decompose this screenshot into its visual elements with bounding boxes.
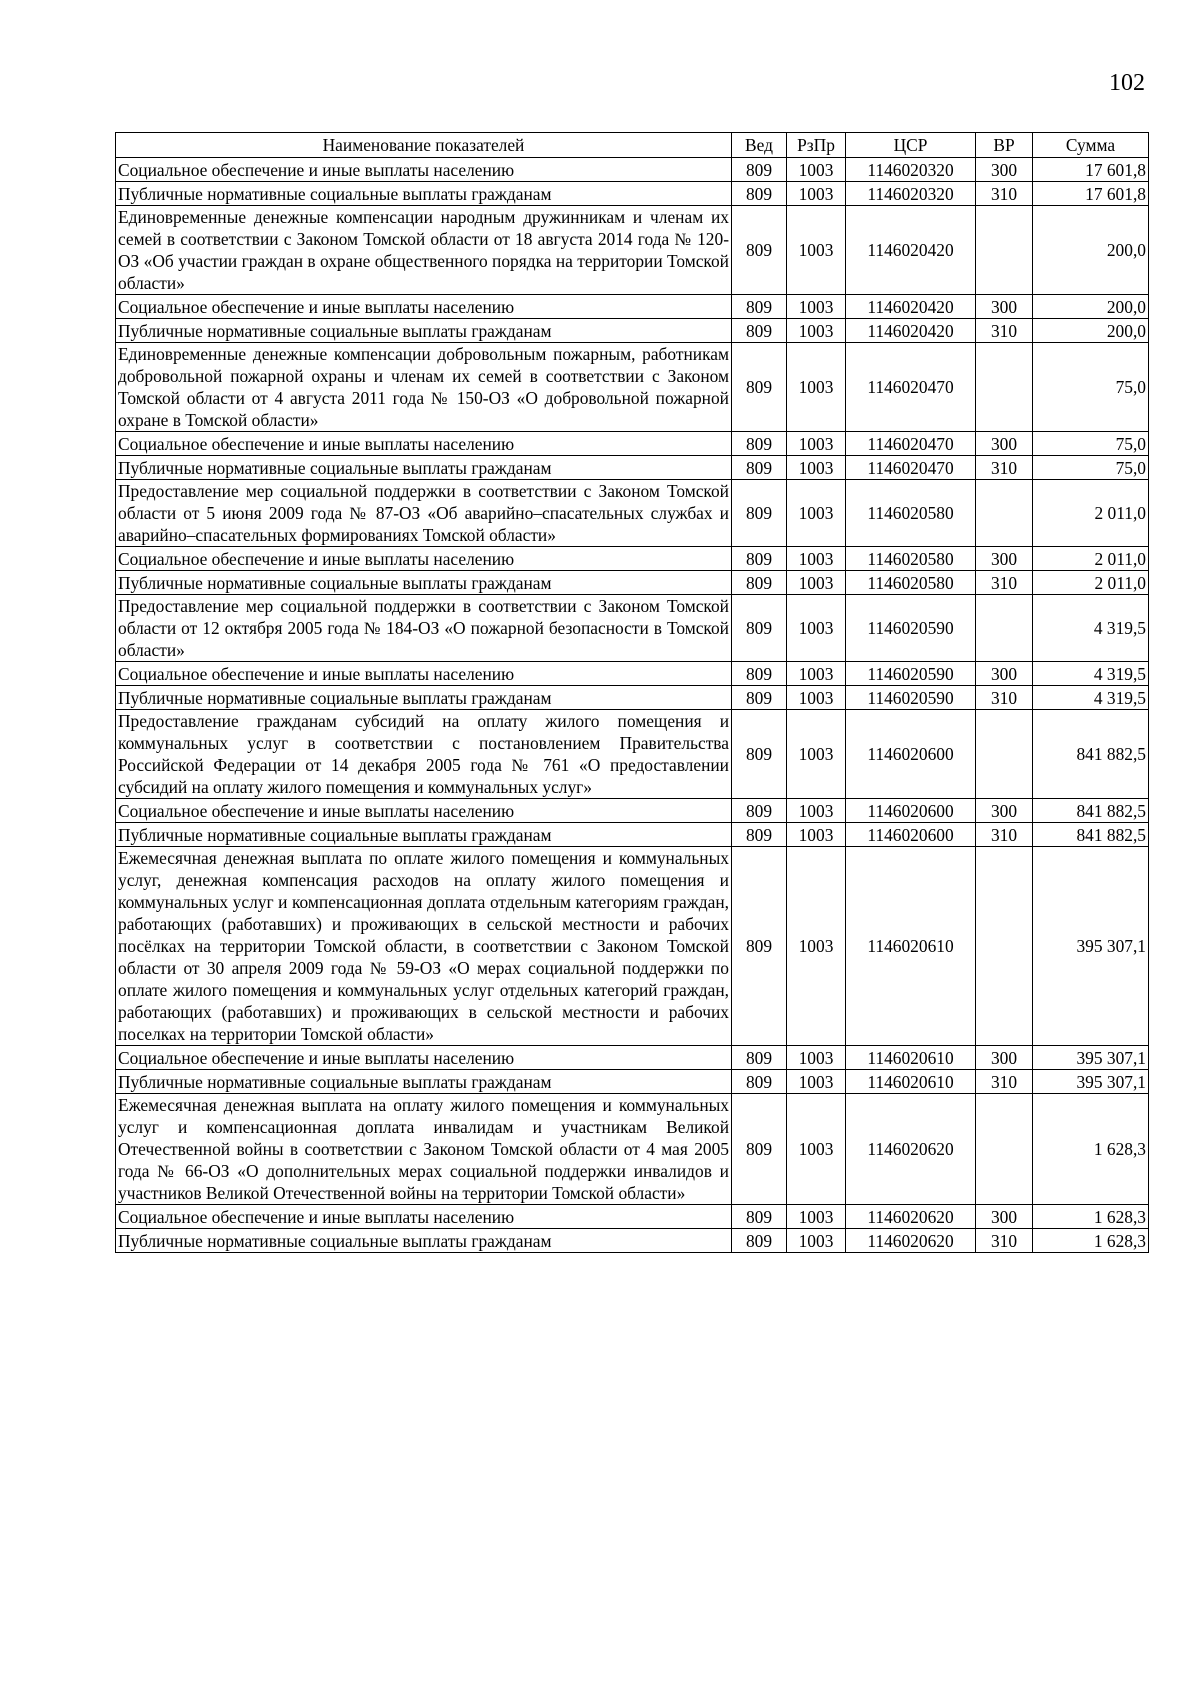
cell-vr: 300 — [976, 547, 1033, 571]
cell-sum: 75,0 — [1033, 343, 1149, 432]
cell-name: Ежемесячная денежная выплата на оплату жилого помещения и коммунальных услуг и компенсационная доплата инвалидам и участникам Великой Отечественной войны в соответствии с Законом Томской области от 4 мая 2005 года № 66-ОЗ «О дополнительных мерах социальной поддержки инвалидов и участников Великой Отечественной войны на территории Томской области» — [116, 1094, 732, 1205]
cell-name: Публичные нормативные социальные выплаты гражданам — [116, 1229, 732, 1253]
table-row — [116, 1046, 1149, 1070]
table-row — [116, 295, 1149, 319]
cell-vr — [976, 595, 1033, 662]
header-sum: Сумма — [1033, 133, 1149, 158]
table-row — [116, 158, 1149, 182]
cell-vr — [976, 1094, 1033, 1205]
table-row — [116, 799, 1149, 823]
cell-sum: 2 011,0 — [1033, 480, 1149, 547]
cell-vr — [976, 847, 1033, 1046]
cell-rzpr: 1003 — [787, 547, 846, 571]
cell-csr: 1146020620 — [846, 1205, 976, 1229]
cell-csr: 1146020610 — [846, 1046, 976, 1070]
cell-csr: 1146020620 — [846, 1229, 976, 1253]
cell-vr: 310 — [976, 456, 1033, 480]
table-row — [116, 432, 1149, 456]
cell-csr: 1146020610 — [846, 847, 976, 1046]
cell-ved: 809 — [732, 571, 787, 595]
cell-name: Социальное обеспечение и иные выплаты населению — [116, 158, 732, 182]
cell-rzpr: 1003 — [787, 1229, 846, 1253]
cell-name: Публичные нормативные социальные выплаты гражданам — [116, 1070, 732, 1094]
header-vr: ВР — [976, 133, 1033, 158]
table-row — [116, 710, 1149, 799]
table-row — [116, 1094, 1149, 1205]
cell-sum: 200,0 — [1033, 295, 1149, 319]
table-row — [116, 547, 1149, 571]
cell-csr: 1146020600 — [846, 823, 976, 847]
cell-sum: 1 628,3 — [1033, 1094, 1149, 1205]
cell-csr: 1146020580 — [846, 571, 976, 595]
cell-vr: 300 — [976, 662, 1033, 686]
header-csr: ЦСР — [846, 133, 976, 158]
cell-vr: 310 — [976, 571, 1033, 595]
cell-sum: 395 307,1 — [1033, 1070, 1149, 1094]
cell-name: Публичные нормативные социальные выплаты гражданам — [116, 319, 732, 343]
cell-sum: 841 882,5 — [1033, 710, 1149, 799]
cell-vr — [976, 480, 1033, 547]
cell-rzpr: 1003 — [787, 1205, 846, 1229]
cell-name: Предоставление мер социальной поддержки в соответствии с Законом Томской области от 5 июня 2009 года № 87-ОЗ «Об аварийно–спасательных службах и аварийно–спасательных формированиях Томской области» — [116, 480, 732, 547]
cell-csr: 1146020600 — [846, 710, 976, 799]
cell-name: Публичные нормативные социальные выплаты гражданам — [116, 823, 732, 847]
cell-vr: 300 — [976, 158, 1033, 182]
cell-csr: 1146020580 — [846, 547, 976, 571]
cell-rzpr: 1003 — [787, 595, 846, 662]
cell-vr: 310 — [976, 319, 1033, 343]
cell-name: Социальное обеспечение и иные выплаты населению — [116, 799, 732, 823]
cell-ved: 809 — [732, 295, 787, 319]
cell-rzpr: 1003 — [787, 686, 846, 710]
cell-rzpr: 1003 — [787, 480, 846, 547]
cell-ved: 809 — [732, 1046, 787, 1070]
cell-ved: 809 — [732, 432, 787, 456]
cell-ved: 809 — [732, 158, 787, 182]
cell-sum: 1 628,3 — [1033, 1229, 1149, 1253]
budget-table — [115, 132, 1149, 1253]
cell-name: Публичные нормативные социальные выплаты гражданам — [116, 686, 732, 710]
cell-vr — [976, 206, 1033, 295]
cell-ved: 809 — [732, 1205, 787, 1229]
cell-ved: 809 — [732, 343, 787, 432]
table-row — [116, 1205, 1149, 1229]
cell-csr: 1146020470 — [846, 432, 976, 456]
cell-rzpr: 1003 — [787, 319, 846, 343]
cell-sum: 2 011,0 — [1033, 571, 1149, 595]
cell-name: Предоставление мер социальной поддержки в соответствии с Законом Томской области от 12 октября 2005 года № 184-ОЗ «О пожарной безопасности в Томской области» — [116, 595, 732, 662]
cell-ved: 809 — [732, 710, 787, 799]
cell-csr: 1146020580 — [846, 480, 976, 547]
cell-ved: 809 — [732, 686, 787, 710]
table-row — [116, 571, 1149, 595]
cell-sum: 395 307,1 — [1033, 847, 1149, 1046]
cell-rzpr: 1003 — [787, 456, 846, 480]
cell-sum: 200,0 — [1033, 319, 1149, 343]
cell-vr: 310 — [976, 182, 1033, 206]
cell-rzpr: 1003 — [787, 571, 846, 595]
cell-csr: 1146020470 — [846, 456, 976, 480]
cell-name: Социальное обеспечение и иные выплаты населению — [116, 662, 732, 686]
cell-rzpr: 1003 — [787, 662, 846, 686]
header-name: Наименование показателей — [116, 133, 732, 158]
cell-ved: 809 — [732, 206, 787, 295]
cell-ved: 809 — [732, 1094, 787, 1205]
cell-name: Единовременные денежные компенсации добровольным пожарным, работникам добровольной пожарной охраны и членам их семей в соответствии с Законом Томской области от 4 августа 2011 года № 150-ОЗ «О добровольной пожарной охране в Томской области» — [116, 343, 732, 432]
cell-vr — [976, 710, 1033, 799]
cell-sum: 395 307,1 — [1033, 1046, 1149, 1070]
cell-sum: 4 319,5 — [1033, 662, 1149, 686]
cell-ved: 809 — [732, 182, 787, 206]
table-row — [116, 662, 1149, 686]
cell-sum: 200,0 — [1033, 206, 1149, 295]
cell-ved: 809 — [732, 662, 787, 686]
cell-sum: 1 628,3 — [1033, 1205, 1149, 1229]
table-row — [116, 182, 1149, 206]
cell-ved: 809 — [732, 480, 787, 547]
cell-name: Социальное обеспечение и иные выплаты населению — [116, 295, 732, 319]
header-ved: Вед — [732, 133, 787, 158]
cell-sum: 75,0 — [1033, 456, 1149, 480]
table-row — [116, 456, 1149, 480]
cell-vr: 310 — [976, 1070, 1033, 1094]
cell-sum: 841 882,5 — [1033, 799, 1149, 823]
cell-rzpr: 1003 — [787, 1070, 846, 1094]
table-row — [116, 1070, 1149, 1094]
cell-vr: 310 — [976, 1229, 1033, 1253]
table-row — [116, 1229, 1149, 1253]
cell-vr: 310 — [976, 823, 1033, 847]
cell-csr: 1146020320 — [846, 158, 976, 182]
cell-csr: 1146020420 — [846, 319, 976, 343]
cell-csr: 1146020590 — [846, 595, 976, 662]
cell-csr: 1146020610 — [846, 1070, 976, 1094]
cell-ved: 809 — [732, 319, 787, 343]
cell-csr: 1146020420 — [846, 295, 976, 319]
cell-name: Ежемесячная денежная выплата по оплате жилого помещения и коммунальных услуг, денежная компенсация расходов на оплату жилого помещения и коммунальных услуг и компенсационная доплата отдельным категориям граждан, работающих (работавших) и проживающих в сельской местности и рабочих посёлках на территории Томской области, в соответствии с Законом Томской области от 30 апреля 2009 года № 59-ОЗ «О мерах социальной поддержки по оплате жилого помещения и коммунальных услуг отдельных категорий граждан, работающих (работавших) и проживающих в сельской местности и рабочих поселках на территории Томской области» — [116, 847, 732, 1046]
table-row — [116, 480, 1149, 547]
cell-sum: 841 882,5 — [1033, 823, 1149, 847]
cell-ved: 809 — [732, 847, 787, 1046]
cell-ved: 809 — [732, 799, 787, 823]
cell-ved: 809 — [732, 595, 787, 662]
cell-name: Публичные нормативные социальные выплаты гражданам — [116, 182, 732, 206]
table-row — [116, 343, 1149, 432]
cell-vr: 300 — [976, 432, 1033, 456]
cell-ved: 809 — [732, 1070, 787, 1094]
cell-vr: 300 — [976, 1205, 1033, 1229]
table-row — [116, 595, 1149, 662]
cell-rzpr: 1003 — [787, 823, 846, 847]
table-row — [116, 319, 1149, 343]
cell-csr: 1146020420 — [846, 206, 976, 295]
cell-rzpr: 1003 — [787, 206, 846, 295]
cell-vr: 300 — [976, 799, 1033, 823]
cell-vr: 300 — [976, 295, 1033, 319]
cell-rzpr: 1003 — [787, 432, 846, 456]
cell-ved: 809 — [732, 547, 787, 571]
table-row — [116, 686, 1149, 710]
cell-csr: 1146020590 — [846, 686, 976, 710]
cell-csr: 1146020470 — [846, 343, 976, 432]
cell-name: Социальное обеспечение и иные выплаты населению — [116, 1046, 732, 1070]
cell-sum: 17 601,8 — [1033, 158, 1149, 182]
cell-name: Единовременные денежные компенсации народным дружинникам и членам их семей в соответствии с Законом Томской области от 18 августа 2014 года № 120-ОЗ «Об участии граждан в охране общественного порядка на территории Томской области» — [116, 206, 732, 295]
cell-csr: 1146020600 — [846, 799, 976, 823]
cell-rzpr: 1003 — [787, 799, 846, 823]
cell-rzpr: 1003 — [787, 1094, 846, 1205]
cell-sum: 4 319,5 — [1033, 686, 1149, 710]
cell-vr — [976, 343, 1033, 432]
header-rzpr: РзПр — [787, 133, 846, 158]
cell-rzpr: 1003 — [787, 343, 846, 432]
cell-csr: 1146020320 — [846, 182, 976, 206]
cell-rzpr: 1003 — [787, 182, 846, 206]
cell-sum: 4 319,5 — [1033, 595, 1149, 662]
cell-name: Социальное обеспечение и иные выплаты населению — [116, 432, 732, 456]
table-header-row — [116, 133, 1149, 158]
table-row — [116, 847, 1149, 1046]
cell-name: Социальное обеспечение и иные выплаты населению — [116, 1205, 732, 1229]
cell-rzpr: 1003 — [787, 158, 846, 182]
cell-ved: 809 — [732, 1229, 787, 1253]
cell-csr: 1146020590 — [846, 662, 976, 686]
table-row — [116, 823, 1149, 847]
table-body — [116, 158, 1149, 1253]
cell-rzpr: 1003 — [787, 1046, 846, 1070]
cell-csr: 1146020620 — [846, 1094, 976, 1205]
cell-sum: 75,0 — [1033, 432, 1149, 456]
cell-name: Публичные нормативные социальные выплаты гражданам — [116, 456, 732, 480]
page-number: 102 — [1109, 70, 1145, 96]
cell-vr: 310 — [976, 686, 1033, 710]
cell-vr: 300 — [976, 1046, 1033, 1070]
cell-name: Предоставление гражданам субсидий на оплату жилого помещения и коммунальных услуг в соответствии с постановлением Правительства Российской Федерации от 14 декабря 2005 года № 761 «О предоставлении субсидий на оплату жилого помещения и коммунальных услуг» — [116, 710, 732, 799]
cell-rzpr: 1003 — [787, 847, 846, 1046]
cell-ved: 809 — [732, 823, 787, 847]
cell-name: Публичные нормативные социальные выплаты гражданам — [116, 571, 732, 595]
cell-sum: 2 011,0 — [1033, 547, 1149, 571]
table-row — [116, 206, 1149, 295]
cell-rzpr: 1003 — [787, 295, 846, 319]
cell-sum: 17 601,8 — [1033, 182, 1149, 206]
cell-ved: 809 — [732, 456, 787, 480]
cell-name: Социальное обеспечение и иные выплаты населению — [116, 547, 732, 571]
cell-rzpr: 1003 — [787, 710, 846, 799]
